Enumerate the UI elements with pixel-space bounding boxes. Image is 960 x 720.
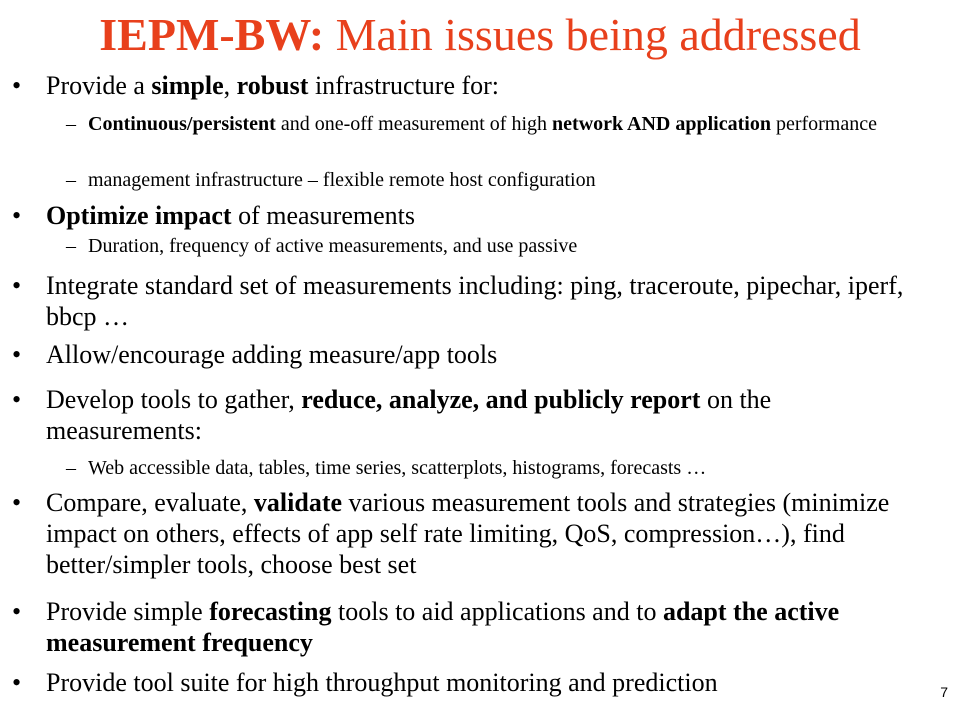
text: management infrastructure – flexible remote host configuration [88, 169, 596, 191]
text: Allow/encourage adding measure/app tools [46, 340, 498, 369]
sub-bullet-item [88, 456, 928, 480]
bullet-item [46, 200, 926, 231]
bullet-item [46, 339, 926, 370]
text: performance [770, 113, 877, 135]
sub-bullet-item [88, 168, 928, 192]
text: , [223, 71, 237, 100]
bold-text: robust [236, 71, 309, 100]
bullet-item [46, 70, 926, 101]
bold-text: adapt the active measurement frequency [46, 597, 840, 657]
bullet-item [46, 596, 926, 658]
page-number: 7 [940, 684, 948, 700]
text: various measurement tools and strategies (minimize impact on others, effects of app self rate limiting, QoS, compression…), find better/simpler tools, choose best set [46, 488, 890, 579]
text: Compare, evaluate, [46, 488, 254, 517]
bullet-item [46, 384, 926, 446]
text: Provide a [46, 71, 152, 100]
text: Develop tools to gather, [46, 385, 302, 414]
bullet-item [46, 667, 926, 698]
text: Provide simple [46, 597, 210, 626]
text: Integrate standard set of measurements including: ping, traceroute, pipechar, iperf, bbcp … [46, 271, 904, 331]
bold-text: network AND application [552, 113, 771, 135]
text: Duration, frequency of active measurements, and use passive [88, 235, 578, 257]
text: infrastructure for: [308, 71, 500, 100]
sub-bullet-item [88, 234, 928, 258]
sub-bullet-item [88, 112, 928, 136]
bullet-item [46, 487, 926, 580]
bold-text: forecasting [209, 597, 332, 626]
bold-text: reduce, analyze, and publicly report [301, 385, 701, 414]
title-strong: IEPM-BW: [99, 9, 325, 60]
text: tools to aid applications and to [331, 597, 663, 626]
text: and one-off measurement of high [275, 113, 553, 135]
title-rest: Main issues being addressed [324, 9, 861, 60]
bullet-item [46, 270, 926, 332]
bold-text: Optimize impact [46, 201, 232, 230]
bold-text: Continuous/persistent [88, 113, 276, 135]
text: of measurements [231, 201, 415, 230]
text: Provide tool suite for high throughput monitoring and prediction [46, 668, 718, 697]
text: Web accessible data, tables, time series, scatterplots, histograms, forecasts … [88, 457, 707, 479]
bold-text: validate [253, 488, 343, 517]
text: on the measurements: [46, 385, 772, 445]
bold-text: simple [151, 71, 224, 100]
